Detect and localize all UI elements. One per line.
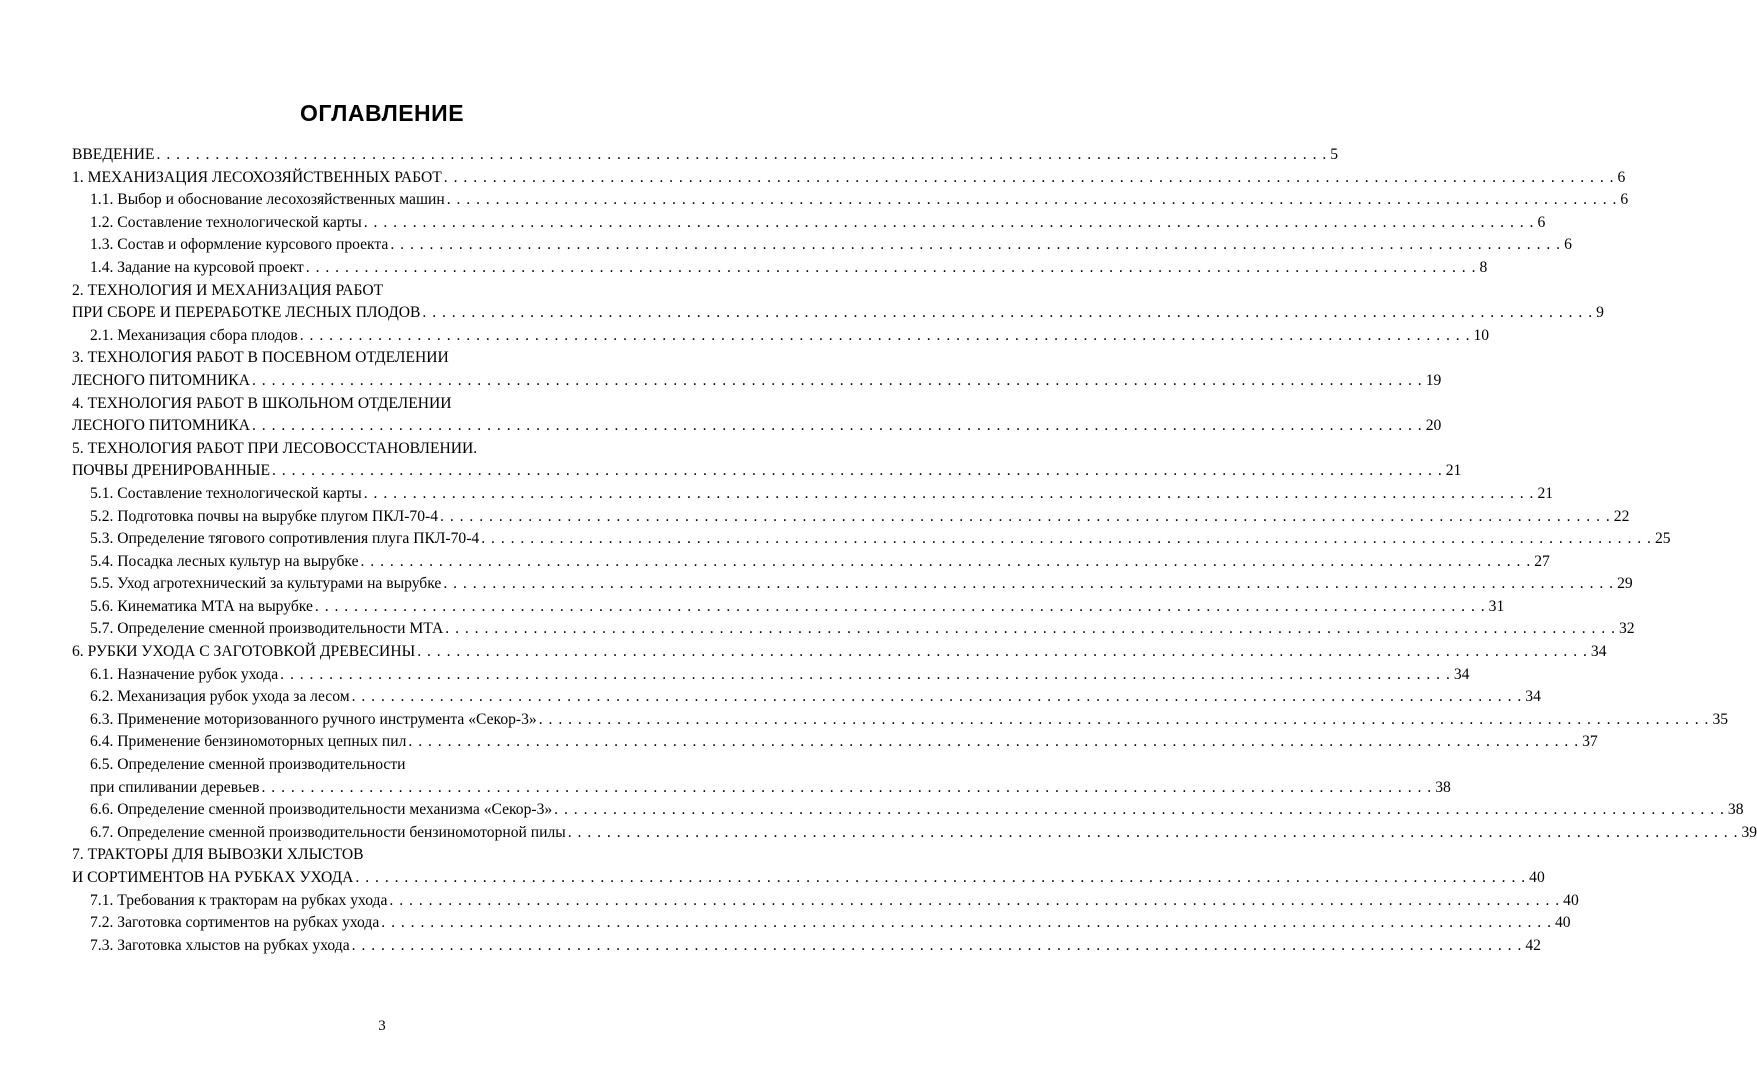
toc-entry-title: ПОЧВЫ ДРЕНИРОВАННЫЕ [72, 462, 270, 480]
toc-entry-title: 6.7. Определение сменной производительности бензиномоторной пилы [90, 823, 566, 841]
toc-entry[interactable] [72, 483, 1554, 506]
dot-leader: . . . . . . . . . . . . . . . . . . . . . . . . . . . . . . . . . . . . . . . . . . . . . . . . . . . . . . . . . . . . . . . . . . . . . . . . . . . . . . . . . . . . . . . . . . . . . . . . . . . . . . . . . . . . . . . . . . . . . . . . [446, 191, 1618, 209]
dot-leader: . . . . . . . . . . . . . . . . . . . . . . . . . . . . . . . . . . . . . . . . . . . . . . . . . . . . . . . . . . . . . . . . . . . . . . . . . . . . . . . . . . . . . . . . . . . . . . . . . . . . . . . . . . . . . . . . . . . . . . . . [271, 462, 1443, 480]
dot-leader: . . . . . . . . . . . . . . . . . . . . . . . . . . . . . . . . . . . . . . . . . . . . . . . . . . . . . . . . . . . . . . . . . . . . . . . . . . . . . . . . . . . . . . . . . . . . . . . . . . . . . . . . . . . . . . . . . . . . . . . . [351, 936, 1523, 954]
toc-entry[interactable] [72, 167, 1626, 190]
toc-entry-page: 6 [1620, 191, 1629, 209]
toc-entry-title: 5.2. Подготовка почвы на вырубке плугом ПКЛ-70-4 [90, 507, 439, 525]
toc-entry-title-line: 6.5. Определение сменной производительности [90, 756, 406, 774]
dot-leader: . . . . . . . . . . . . . . . . . . . . . . . . . . . . . . . . . . . . . . . . . . . . . . . . . . . . . . . . . . . . . . . . . . . . . . . . . . . . . . . . . . . . . . . . . . . . . . . . . . . . . . . . . . . . . . . . . . . . . . . . [360, 552, 1532, 570]
toc-entry-page: 42 [1525, 936, 1541, 954]
toc-entry-title: 5.7. Определение сменной производительности МТА [90, 620, 444, 638]
toc-entry-page: 21 [1537, 484, 1554, 502]
dot-leader: . . . . . . . . . . . . . . . . . . . . . . . . . . . . . . . . . . . . . . . . . . . . . . . . . . . . . . . . . . . . . . . . . . . . . . . . . . . . . . . . . . . . . . . . . . . . . . . . . . . . . . . . . . . . . . . . . . . . . . . . [261, 778, 1433, 796]
dot-leader: . . . . . . . . . . . . . . . . . . . . . . . . . . . . . . . . . . . . . . . . . . . . . . . . . . . . . . . . . . . . . . . . . . . . . . . . . . . . . . . . . . . . . . . . . . . . . . . . . . . . . . . . . . . . . . . . . . . . . . . . [251, 417, 1423, 435]
toc-entry[interactable] [72, 731, 1598, 754]
dot-leader: . . . . . . . . . . . . . . . . . . . . . . . . . . . . . . . . . . . . . . . . . . . . . . . . . . . . . . . . . . . . . . . . . . . . . . . . . . . . . . . . . . . . . . . . . . . . . . . . . . . . . . . . . . . . . . . . . . . . . . . . [481, 530, 1652, 548]
dot-leader: . . . . . . . . . . . . . . . . . . . . . . . . . . . . . . . . . . . . . . . . . . . . . . . . . . . . . . . . . . . . . . . . . . . . . . . . . . . . . . . . . . . . . . . . . . . . . . . . . . . . . . . . . . . . . . . . . . . . . . . . [408, 733, 1580, 751]
toc-entry[interactable] [72, 393, 1442, 438]
dot-leader: . . . . . . . . . . . . . . . . . . . . . . . . . . . . . . . . . . . . . . . . . . . . . . . . . . . . . . . . . . . . . . . . . . . . . . . . . . . . . . . . . . . . . . . . . . . . . . . . . . . . . . . . . . . . . . . . . . . . . . . . [445, 620, 1616, 638]
dot-leader: . . . . . . . . . . . . . . . . . . . . . . . . . . . . . . . . . . . . . . . . . . . . . . . . . . . . . . . . . . . . . . . . . . . . . . . . . . . . . . . . . . . . . . . . . . . . . . . . . . . . . . . . . . . . . . . . . . . . . . . . [351, 688, 1523, 706]
toc-entry-title: 1.3. Состав и оформление курсового проекта [90, 236, 389, 254]
toc-entry-title: 5.5. Уход агротехнический за культурами на вырубке [90, 575, 442, 593]
toc-entry-title: 1.2. Составление технологической карты [90, 213, 362, 231]
dot-leader: . . . . . . . . . . . . . . . . . . . . . . . . . . . . . . . . . . . . . . . . . . . . . . . . . . . . . . . . . . . . . . . . . . . . . . . . . . . . . . . . . . . . . . . . . . . . . . . . . . . . . . . . . . . . . . . . . . . . . . . . [299, 326, 1471, 344]
toc-entry[interactable] [72, 890, 1579, 913]
toc-entry-page: 6 [1617, 168, 1626, 186]
dot-leader: . . . . . . . . . . . . . . . . . . . . . . . . . . . . . . . . . . . . . . . . . . . . . . . . . . . . . . . . . . . . . . . . . . . . . . . . . . . . . . . . . . . . . . . . . . . . . . . . . . . . . . . . . . . . . . . . . . . . . . . . [422, 304, 1594, 322]
toc-entry[interactable] [72, 822, 1757, 845]
toc-entry-title: 7.3. Заготовка хлыстов на рубках ухода [90, 936, 350, 954]
toc-entry-page: 40 [1529, 869, 1545, 886]
toc-entry[interactable] [72, 641, 1607, 664]
toc-entry-title-line: 7. ТРАКТОРЫ ДЛЯ ВЫВОЗКИ ХЛЫСТОВ [72, 846, 364, 864]
toc-entry-page: 22 [1613, 507, 1630, 525]
dot-leader: . . . . . . . . . . . . . . . . . . . . . . . . . . . . . . . . . . . . . . . . . . . . . . . . . . . . . . . . . . . . . . . . . . . . . . . . . . . . . . . . . . . . . . . . . . . . . . . . . . . . . . . . . . . . . . . . . . . . . . . . [156, 146, 1328, 163]
toc-entry[interactable] [72, 844, 1545, 889]
toc-entry[interactable] [72, 573, 1633, 596]
dot-leader: . . . . . . . . . . . . . . . . . . . . . . . . . . . . . . . . . . . . . . . . . . . . . . . . . . . . . . . . . . . . . . . . . . . . . . . . . . . . . . . . . . . . . . . . . . . . . . . . . . . . . . . . . . . . . . . . . . . . . . . . [363, 484, 1535, 502]
toc-entry-page: 38 [1727, 801, 1744, 819]
dot-leader: . . . . . . . . . . . . . . . . . . . . . . . . . . . . . . . . . . . . . . . . . . . . . . . . . . . . . . . . . . . . . . . . . . . . . . . . . . . . . . . . . . . . . . . . . . . . . . . . . . . . . . . . . . . . . . . . . . . . . . . . [440, 507, 1611, 525]
toc-entry-page: 32 [1619, 620, 1635, 638]
toc-entry[interactable] [72, 618, 1635, 641]
toc-entry-page: 34 [1525, 688, 1541, 706]
dot-leader: . . . . . . . . . . . . . . . . . . . . . . . . . . . . . . . . . . . . . . . . . . . . . . . . . . . . . . . . . . . . . . . . . . . . . . . . . . . . . . . . . . . . . . . . . . . . . . . . . . . . . . . . . . . . . . . . . . . . . . . . [389, 891, 1561, 909]
toc-entry-title-line: 5. ТЕХНОЛОГИЯ РАБОТ ПРИ ЛЕСОВОССТАНОВЛЕНИИ. [72, 439, 478, 457]
toc-entry-title: ЛЕСНОГО ПИТОМНИКА [72, 417, 250, 435]
dot-leader: . . . . . . . . . . . . . . . . . . . . . . . . . . . . . . . . . . . . . . . . . . . . . . . . . . . . . . . . . . . . . . . . . . . . . . . . . . . . . . . . . . . . . . . . . . . . . . . . . . . . . . . . . . . . . . . . . . . . . . . . [251, 371, 1423, 389]
dot-leader: . . . . . . . . . . . . . . . . . . . . . . . . . . . . . . . . . . . . . . . . . . . . . . . . . . . . . . . . . . . . . . . . . . . . . . . . . . . . . . . . . . . . . . . . . . . . . . . . . . . . . . . . . . . . . . . . . . . . . . . . [363, 213, 1535, 231]
toc-entry-page: 5 [1330, 146, 1339, 163]
toc-entry-title: ЛЕСНОГО ПИТОМНИКА [72, 371, 250, 389]
toc-entry-page: 6 [1564, 236, 1572, 254]
toc-entry-title: ПРИ СБОРЕ И ПЕРЕРАБОТКЕ ЛЕСНЫХ ПЛОДОВ [72, 304, 421, 322]
toc-entry[interactable] [72, 551, 1550, 574]
toc-entry-page: 40 [1555, 914, 1571, 932]
toc-entry[interactable] [72, 664, 1470, 687]
toc-entry-title-line: 3. ТЕХНОЛОГИЯ РАБОТ В ПОСЕВНОМ ОТДЕЛЕНИИ [72, 349, 449, 367]
toc-entry-page: 6 [1537, 213, 1546, 231]
toc-entry[interactable] [72, 257, 1488, 280]
dot-leader: . . . . . . . . . . . . . . . . . . . . . . . . . . . . . . . . . . . . . . . . . . . . . . . . . . . . . . . . . . . . . . . . . . . . . . . . . . . . . . . . . . . . . . . . . . . . . . . . . . . . . . . . . . . . . . . . . . . . . . . . [280, 665, 1451, 683]
toc-entry-title: 6.1. Назначение рубок ухода [90, 665, 279, 683]
toc-entry[interactable] [72, 506, 1630, 529]
toc-entry-title: 7.1. Требования к тракторам на рубках ухода [90, 891, 388, 909]
toc-entry[interactable] [72, 709, 1729, 732]
toc-entry-page: 40 [1563, 891, 1579, 909]
toc-entry-page: 35 [1712, 710, 1729, 728]
page-number: 3 [378, 1018, 386, 1034]
toc-entry-page: 31 [1488, 597, 1505, 615]
toc-entry-title: 5.1. Составление технологической карты [90, 484, 362, 502]
toc-entry-page: 9 [1596, 304, 1604, 322]
toc-entry-title: 6.2. Механизация рубок ухода за лесом [90, 688, 350, 706]
dot-leader: . . . . . . . . . . . . . . . . . . . . . . . . . . . . . . . . . . . . . . . . . . . . . . . . . . . . . . . . . . . . . . . . . . . . . . . . . . . . . . . . . . . . . . . . . . . . . . . . . . . . . . . . . . . . . . . . . . . . . . . . [443, 575, 1615, 593]
dot-leader: . . . . . . . . . . . . . . . . . . . . . . . . . . . . . . . . . . . . . . . . . . . . . . . . . . . . . . . . . . . . . . . . . . . . . . . . . . . . . . . . . . . . . . . . . . . . . . . . . . . . . . . . . . . . . . . . . . . . . . . . [443, 168, 1615, 186]
table-of-contents [72, 144, 1757, 957]
toc-entry-page: 21 [1445, 462, 1462, 480]
toc-entry[interactable] [72, 754, 1451, 799]
toc-entry[interactable] [72, 935, 1541, 958]
toc-entry-page: 20 [1425, 417, 1442, 435]
toc-entry[interactable] [72, 596, 1505, 619]
toc-entry-page: 29 [1617, 575, 1633, 593]
page-title: ОГЛАВЛЕНИЕ [299, 100, 465, 126]
toc-entry-page: 37 [1582, 733, 1598, 751]
toc-entry[interactable] [72, 912, 1571, 935]
toc-entry-page: 38 [1435, 778, 1451, 796]
toc-entry-title-line: 2. ТЕХНОЛОГИЯ И МЕХАНИЗАЦИЯ РАБОТ [72, 281, 384, 299]
toc-entry-page: 19 [1425, 371, 1442, 389]
toc-entry[interactable] [72, 347, 1442, 392]
toc-entry[interactable] [72, 528, 1671, 551]
toc-entry-title: 6.3. Применение моторизованного ручного инструмента «Секор-3» [90, 710, 537, 728]
toc-entry-title: 1.1. Выбор и обоснование лесохозяйственных машин [90, 191, 445, 209]
toc-entry-title: 1.4. Задание на курсовой проект [90, 258, 304, 276]
toc-entry-title: при спиливании деревьев [90, 778, 260, 796]
toc-entry-page: 39 [1741, 823, 1757, 841]
toc-entry[interactable] [72, 438, 1462, 483]
dot-leader: . . . . . . . . . . . . . . . . . . . . . . . . . . . . . . . . . . . . . . . . . . . . . . . . . . . . . . . . . . . . . . . . . . . . . . . . . . . . . . . . . . . . . . . . . . . . . . . . . . . . . . . . . . . . . . . . . . . . . . . . [314, 597, 1486, 615]
dot-leader: . . . . . . . . . . . . . . . . . . . . . . . . . . . . . . . . . . . . . . . . . . . . . . . . . . . . . . . . . . . . . . . . . . . . . . . . . . . . . . . . . . . . . . . . . . . . . . . . . . . . . . . . . . . . . . . . . . . . . . . . [567, 823, 1739, 841]
toc-entry-title-line: 4. ТЕХНОЛОГИЯ РАБОТ В ШКОЛЬНОМ ОТДЕЛЕНИИ [72, 394, 452, 412]
toc-entry-page: 34 [1453, 665, 1470, 683]
dot-leader: . . . . . . . . . . . . . . . . . . . . . . . . . . . . . . . . . . . . . . . . . . . . . . . . . . . . . . . . . . . . . . . . . . . . . . . . . . . . . . . . . . . . . . . . . . . . . . . . . . . . . . . . . . . . . . . . . . . . . . . . [381, 914, 1552, 932]
toc-entry-title: 2.1. Механизация сбора плодов [90, 326, 298, 344]
toc-entry-page: 25 [1654, 530, 1671, 548]
toc-entry-title: ВВЕДЕНИЕ [72, 146, 155, 163]
toc-entry-page: 27 [1534, 552, 1550, 570]
toc-entry-title: 7.2. Заготовка сортиментов на рубках ухода [90, 914, 380, 932]
dot-leader: . . . . . . . . . . . . . . . . . . . . . . . . . . . . . . . . . . . . . . . . . . . . . . . . . . . . . . . . . . . . . . . . . . . . . . . . . . . . . . . . . . . . . . . . . . . . . . . . . . . . . . . . . . . . . . . . . . . . . . . . [554, 801, 1725, 819]
toc-entry-title: 6.6. Определение сменной производительности механизма «Секор-3» [90, 801, 553, 819]
dot-leader: . . . . . . . . . . . . . . . . . . . . . . . . . . . . . . . . . . . . . . . . . . . . . . . . . . . . . . . . . . . . . . . . . . . . . . . . . . . . . . . . . . . . . . . . . . . . . . . . . . . . . . . . . . . . . . . . . . . . . . . . [305, 258, 1477, 276]
toc-entry-title: 6.4. Применение бензиномоторных цепных пил [90, 733, 407, 751]
toc-entry[interactable] [72, 144, 1339, 167]
toc-entry-title: 6. РУБКИ УХОДА С ЗАГОТОВКОЙ ДРЕВЕСИНЫ [72, 643, 416, 661]
toc-entry[interactable] [72, 686, 1541, 709]
toc-entry-page: 34 [1590, 643, 1607, 661]
toc-entry[interactable] [72, 212, 1546, 235]
toc-entry-title: 5.4. Посадка лесных культур на вырубке [90, 552, 359, 570]
toc-entry[interactable] [72, 280, 1604, 325]
toc-entry[interactable] [72, 189, 1629, 212]
toc-entry-title: И СОРТИМЕНТОВ НА РУБКАХ УХОДА [72, 869, 354, 886]
toc-entry-title: 5.3. Определение тягового сопротивления плуга ПКЛ-70-4 [90, 530, 480, 548]
dot-leader: . . . . . . . . . . . . . . . . . . . . . . . . . . . . . . . . . . . . . . . . . . . . . . . . . . . . . . . . . . . . . . . . . . . . . . . . . . . . . . . . . . . . . . . . . . . . . . . . . . . . . . . . . . . . . . . . . . . . . . . . [355, 869, 1527, 886]
toc-entry[interactable] [72, 325, 1490, 348]
dot-leader: . . . . . . . . . . . . . . . . . . . . . . . . . . . . . . . . . . . . . . . . . . . . . . . . . . . . . . . . . . . . . . . . . . . . . . . . . . . . . . . . . . . . . . . . . . . . . . . . . . . . . . . . . . . . . . . . . . . . . . . . [390, 236, 1562, 254]
toc-entry[interactable] [72, 234, 1572, 257]
toc-entry-page: 10 [1473, 326, 1490, 344]
toc-entry-page: 8 [1479, 258, 1488, 276]
toc-entry-title: 5.6. Кинематика МТА на вырубке [90, 597, 313, 615]
toc-entry[interactable] [72, 799, 1744, 822]
toc-entry-title: 1. МЕХАНИЗАЦИЯ ЛЕСОХОЗЯЙСТВЕННЫХ РАБОТ [72, 168, 442, 186]
dot-leader: . . . . . . . . . . . . . . . . . . . . . . . . . . . . . . . . . . . . . . . . . . . . . . . . . . . . . . . . . . . . . . . . . . . . . . . . . . . . . . . . . . . . . . . . . . . . . . . . . . . . . . . . . . . . . . . . . . . . . . . . [538, 710, 1710, 728]
dot-leader: . . . . . . . . . . . . . . . . . . . . . . . . . . . . . . . . . . . . . . . . . . . . . . . . . . . . . . . . . . . . . . . . . . . . . . . . . . . . . . . . . . . . . . . . . . . . . . . . . . . . . . . . . . . . . . . . . . . . . . . . [417, 643, 1588, 661]
